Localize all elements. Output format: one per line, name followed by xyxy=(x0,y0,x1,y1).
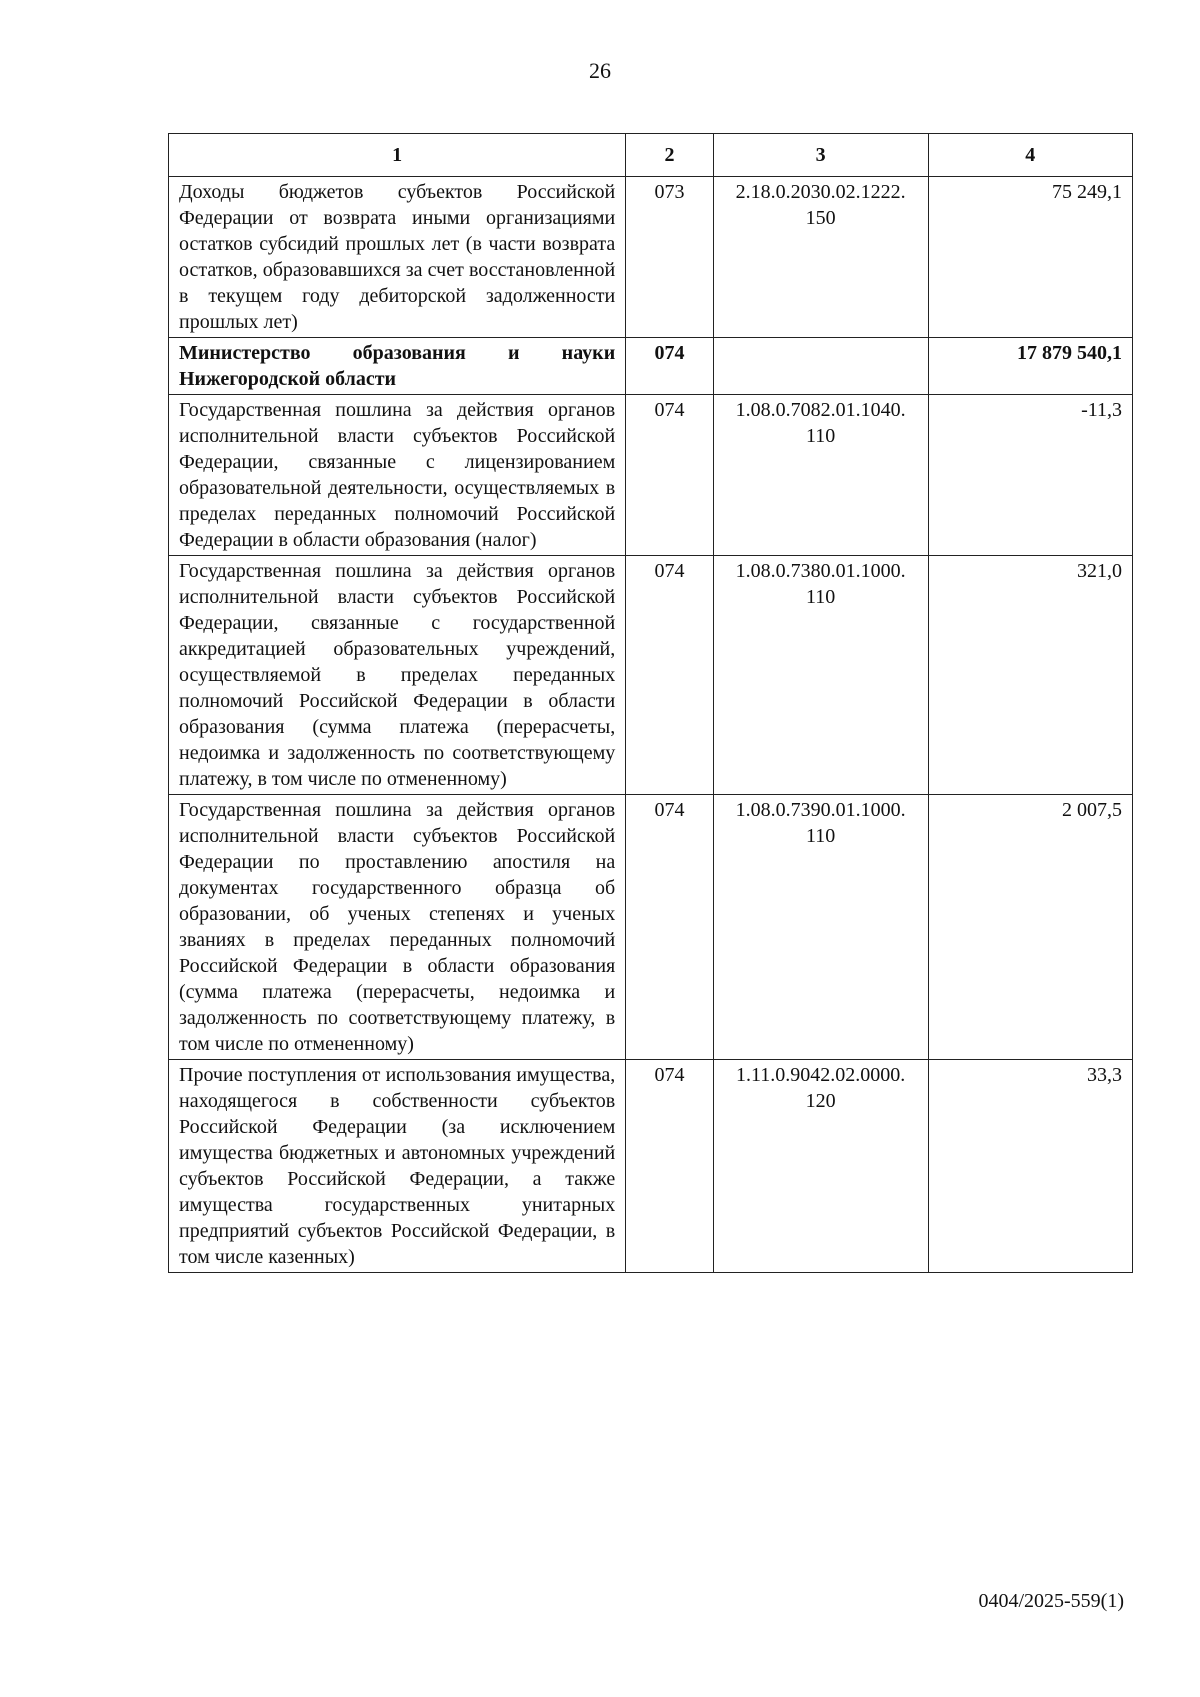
table-row xyxy=(169,395,1133,556)
row-budget-code: 1.08.0.7390.01.1000. 110 xyxy=(713,795,928,1060)
row-admin-code: 074 xyxy=(626,556,713,795)
row-description: Государственная пошлина за действия органов исполнительной власти субъектов Российской Федерации, связанные с государственной аккредитацией образовательных учреждений, осуществляемой в пределах переданных полномочий Российской Федерации в области образования (сумма платежа (перерасчеты, недоимка и задолженность по соответствующему платежу, в том числе по отмененному) xyxy=(169,556,626,795)
row-budget-code: 1.11.0.9042.02.0000. 120 xyxy=(713,1060,928,1273)
row-budget-code: 1.08.0.7082.01.1040. 110 xyxy=(713,395,928,556)
row-admin-code: 074 xyxy=(626,1060,713,1273)
row-description: Прочие поступления от использования имущества, находящегося в собственности субъектов Российской Федерации (за исключением имущества бюджетных и автономных учреждений субъектов Российской Федерации, а также имущества государственных унитарных предприятий субъектов Российской Федерации, в том числе казенных) xyxy=(169,1060,626,1273)
row-amount: -11,3 xyxy=(928,395,1132,556)
row-amount: 321,0 xyxy=(928,556,1132,795)
revenue-table xyxy=(168,133,1133,1273)
row-amount: 33,3 xyxy=(928,1060,1132,1273)
document-id: 0404/2025-559(1) xyxy=(978,1590,1124,1612)
row-budget-code: 2.18.0.2030.02.1222. 150 xyxy=(713,177,928,338)
header-col-3: 3 xyxy=(713,134,928,177)
row-description: Государственная пошлина за действия органов исполнительной власти субъектов Российской Федерации, связанные с лицензированием образовательной деятельности, осуществляемых в пределах переданных полномочий Российской Федерации в области образования (налог) xyxy=(169,395,626,556)
row-admin-code: 073 xyxy=(626,177,713,338)
table-header-row xyxy=(169,134,1133,177)
row-admin-code: 074 xyxy=(626,795,713,1060)
row-admin-code: 074 xyxy=(626,395,713,556)
table-row-ministry xyxy=(169,338,1133,395)
header-col-2: 2 xyxy=(626,134,713,177)
row-description: Государственная пошлина за действия органов исполнительной власти субъектов Российской Федерации по проставлению апостиля на документах государственного образца об образовании, об ученых степенях и ученых званиях в пределах переданных полномочий Российской Федерации в области образования (сумма платежа (перерасчеты, недоимка и задолженность по соответствующему платежу, в том числе по отмененному) xyxy=(169,795,626,1060)
table-row xyxy=(169,556,1133,795)
page-number: 26 xyxy=(589,58,611,83)
row-amount: 75 249,1 xyxy=(928,177,1132,338)
row-admin-code: 074 xyxy=(626,338,713,395)
header-col-1: 1 xyxy=(169,134,626,177)
row-description: Министерство образования и науки Нижегородской области xyxy=(169,338,626,395)
row-budget-code: 1.08.0.7380.01.1000. 110 xyxy=(713,556,928,795)
table-row xyxy=(169,1060,1133,1273)
table-row xyxy=(169,177,1133,338)
table-row xyxy=(169,795,1133,1060)
row-description: Доходы бюджетов субъектов Российской Федерации от возврата иными организациями остатков субсидий прошлых лет (в части возврата остатков, образовавшихся за счет восстановленной в текущем году дебиторской задолженности прошлых лет) xyxy=(169,177,626,338)
row-amount: 2 007,5 xyxy=(928,795,1132,1060)
header-col-4: 4 xyxy=(928,134,1132,177)
row-budget-code xyxy=(713,338,928,395)
row-amount: 17 879 540,1 xyxy=(928,338,1132,395)
